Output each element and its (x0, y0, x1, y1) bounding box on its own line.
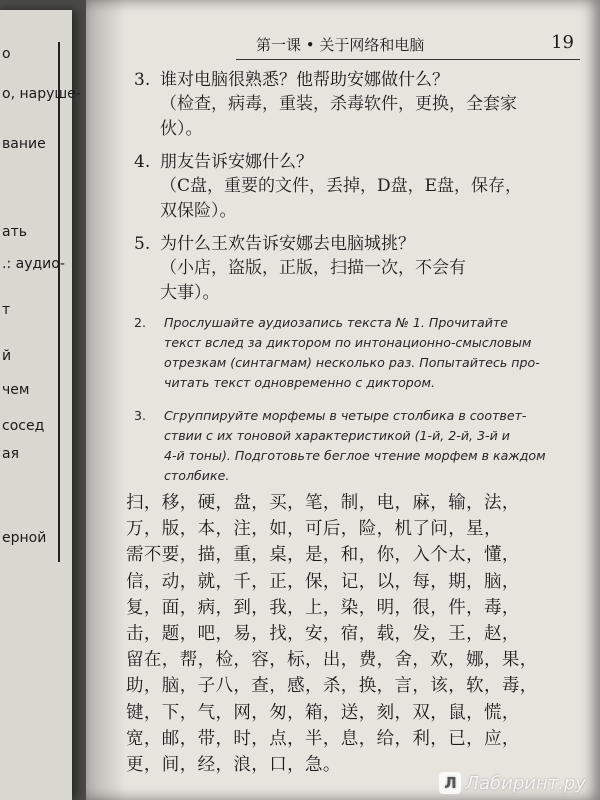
exercise-number: 2. (134, 315, 147, 330)
labirint-logo-icon: Л (439, 772, 461, 794)
question-hint: （小店，盗版，正版，扫描一次，不会有 (160, 258, 466, 278)
morpheme-row: 扫，移，硬，盘，买，笔，制，电，麻，输，法， (126, 493, 520, 513)
question-hint: 大事）。 (160, 283, 220, 303)
question-number: 4. (134, 152, 151, 172)
question-hint: （C盘，重要的文件，丢掉，D盘，E盘，保存， (160, 176, 523, 196)
question-list (134, 68, 574, 314)
left-fragment: й (2, 348, 12, 364)
header-rule (236, 59, 580, 60)
question-text: 为什么王欢告诉安娜去电脑城挑？ (160, 234, 415, 254)
instruction-line: текст вслед за диктором по интонационно-смысловым (164, 335, 532, 350)
left-page-frame-line (58, 42, 60, 562)
left-fragment: ать (2, 224, 27, 240)
question-item (134, 232, 574, 306)
exercise-instruction (134, 406, 574, 486)
left-page-edge (0, 10, 81, 800)
question-text: 谁对电脑很熟悉？他帮助安娜做什么？ (160, 70, 449, 90)
left-fragment: сосед (2, 418, 45, 434)
morpheme-row: 万，版，本，注，如，可后，险，机了问，星， (126, 519, 502, 540)
watermark-text: Лабиринт.ру (465, 772, 586, 794)
left-fragment: о (2, 46, 11, 62)
question-number: 3. (134, 70, 151, 90)
morpheme-row: 击，题，吧，易，找，安，宿，载，发，王，赵， (126, 624, 520, 645)
question-item (134, 150, 574, 224)
left-fragment: ерной (2, 530, 47, 546)
morpheme-row: 宽，邮，带，时，点，半，息，给，利，已，应， (126, 728, 520, 749)
watermark (439, 772, 586, 794)
page-header-title: 第一课 • 关于网络和电脑 (256, 36, 425, 54)
left-fragment: вание (2, 136, 46, 152)
left-fragment: ая (2, 446, 20, 462)
morpheme-row: 留在，帮，检，容，标，出，费，舍，欢，娜，果， (126, 650, 538, 671)
page-number: 19 (551, 32, 574, 53)
question-hint: （检查，病毒，重装，杀毒软件，更换，全套家 (160, 94, 517, 114)
instruction-line: ствии с их тоновой характеристикой (1-й, 2-й, 3-й и (164, 428, 510, 443)
instruction-line: Сгруппируйте морфемы в четыре столбика в соответ- (164, 408, 527, 423)
morpheme-row: 信，动，就，千，正，保，记，以，每，期，脑， (126, 571, 520, 592)
left-fragment: о, наруше- (2, 86, 81, 102)
instruction-line: Прослушайте аудиозапись текста № 1. Прочитайте (164, 315, 508, 330)
question-text: 朋友告诉安娜什么？ (160, 152, 313, 172)
question-hint: 双保险）。 (160, 201, 237, 221)
instruction-line: 4-й тоны). Подготовьте беглое чтение морфем в каждом (164, 448, 546, 463)
left-fragment: т (2, 302, 11, 318)
exercise-instruction (134, 313, 574, 393)
morpheme-grid (126, 490, 588, 778)
morpheme-row: 需不要，描，重，桌，是，和，你，入个太，懂， (126, 545, 520, 566)
exercise-number: 3. (134, 408, 147, 423)
morpheme-row: 助，脑，子八，查，感，杀，换，言，该，软，毒， (126, 676, 538, 697)
instruction-line: читать текст одновременно с диктором. (164, 375, 436, 390)
left-fragment: .: аудио- (2, 256, 65, 272)
instruction-line: отрезкам (синтагмам) несколько раз. Попытайтесь про- (164, 355, 540, 370)
morpheme-row: 键，下，气，网，匆，箱，送，刻，双，鼠，慌， (126, 702, 520, 723)
morpheme-row: 更，间，经，浪，口，急。 (126, 755, 341, 776)
page-header (236, 30, 580, 58)
question-item (134, 68, 574, 142)
question-number: 5. (134, 234, 151, 254)
morpheme-row: 复，面，病，到，我，上，染，明，很，件，毒， (126, 597, 520, 618)
instruction-line: столбике. (164, 468, 230, 483)
left-fragment: чем (2, 382, 30, 398)
book-page (86, 0, 600, 800)
question-hint: 伙）。 (160, 119, 203, 139)
